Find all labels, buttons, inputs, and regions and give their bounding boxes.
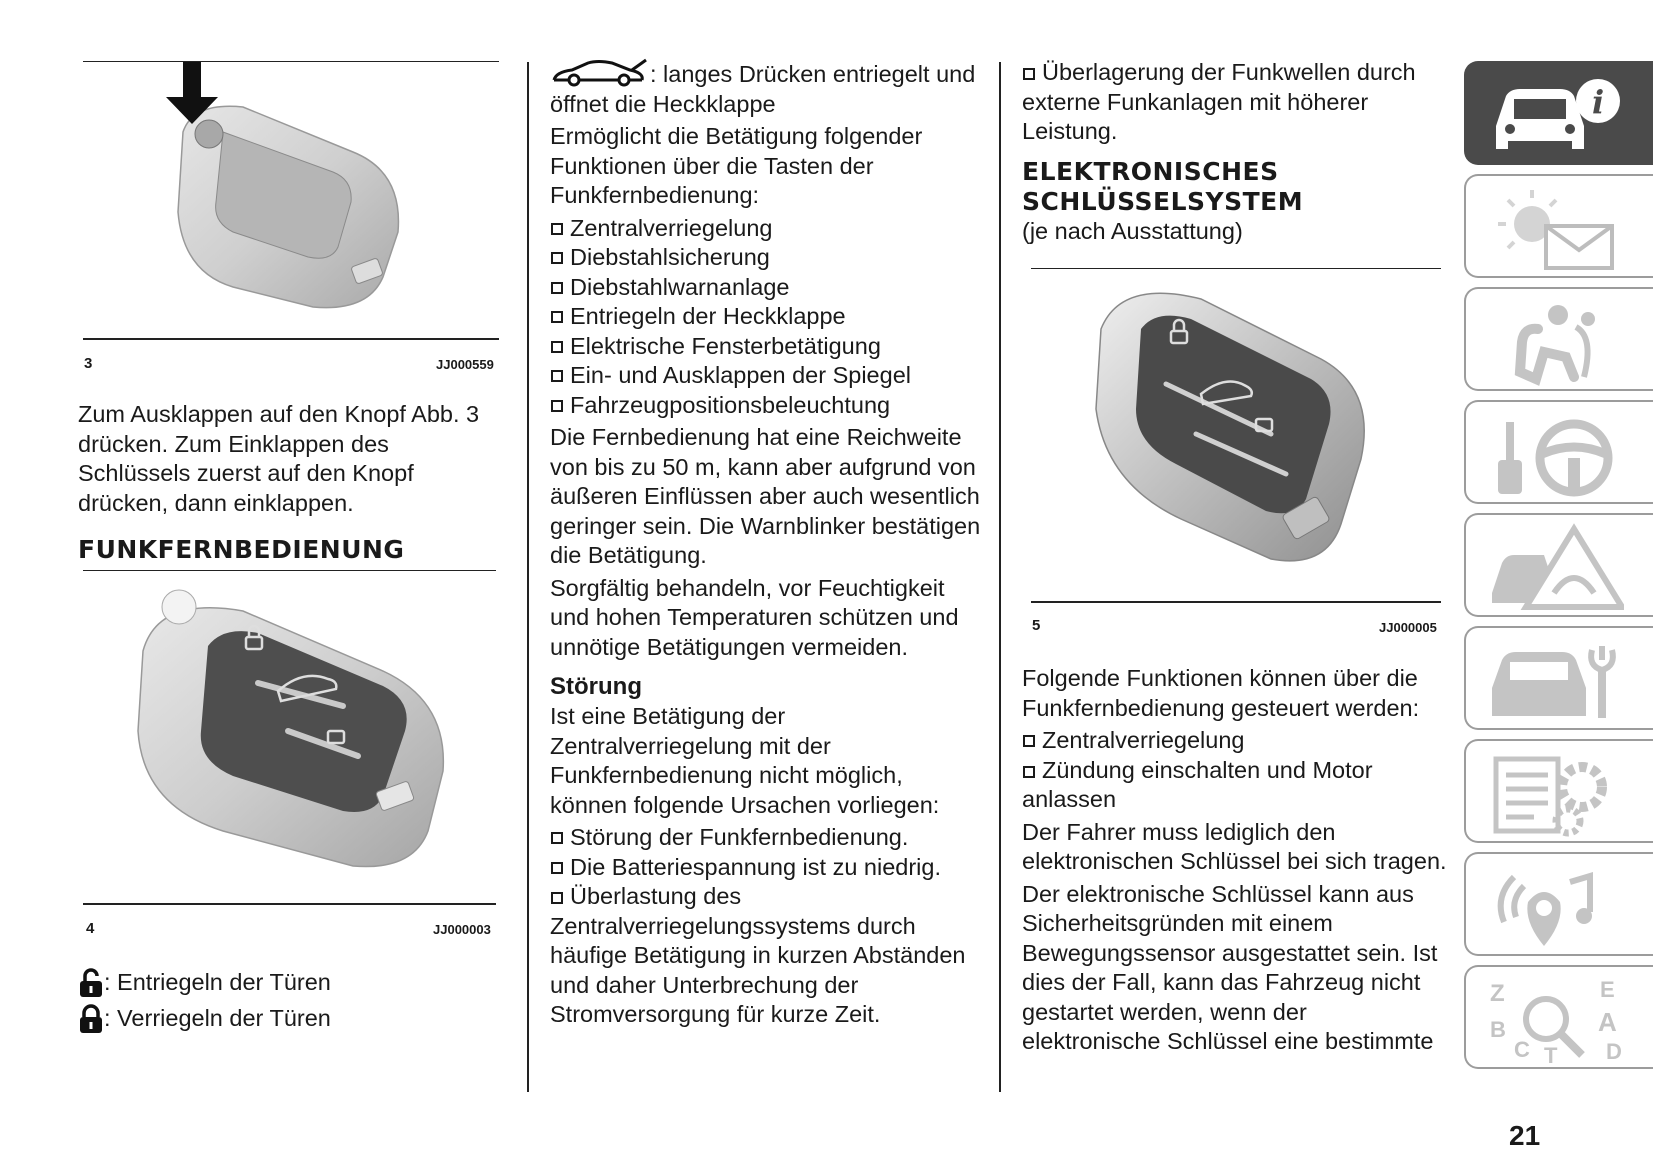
equipment-note: (je nach Ausstattung) (1022, 217, 1243, 244)
figure-4-number: 4 (86, 920, 95, 937)
sensor-text: Der elektronische Schlüssel kann aus Sicherheitsgründen mit einem Bewegungssensor ausgestattet sein. Ist dies der Fall, kann das Fahrzeug nicht gestartet werden, wenn der elektronische Schlüssel eine bestimmte (1022, 880, 1438, 1054)
figure-4-bottom-rule (83, 903, 496, 905)
car-wrench-icon (1484, 636, 1624, 726)
list-item: Ein- und Ausklappen der Spiegel (550, 361, 982, 391)
index-letter-c: C (1514, 1037, 1530, 1062)
tab-emergency[interactable] (1464, 513, 1653, 617)
figure-3 (83, 62, 499, 337)
section-heading-funkfernbedienung: FUNKFERNBEDIENUNG (78, 535, 405, 564)
figure-3-bottom-rule (83, 338, 499, 340)
remote-key-image (83, 571, 496, 902)
car-info-icon (1484, 71, 1624, 161)
list-item: Überlastung des Zentralverriegelungssystems durch häufige Betätigung in kurzen Abständen und daher Unterbrechung der Stromversorgung für kurze Zeit. (550, 883, 966, 1027)
index-letter-t: T (1544, 1043, 1558, 1065)
hazard-icon (1484, 523, 1624, 613)
fold-instructions: Zum Ausklappen auf den Knopf Abb. 3 drücken. Zum Einklappen des Schlüssels zuerst auf den Knopf drücken, dann einklappen. (78, 401, 480, 516)
tab-warning-lights[interactable] (1464, 174, 1653, 278)
airbag-seatbelt-icon (1484, 297, 1624, 387)
list-item: Störung der Funkfernbedienung. (550, 823, 982, 853)
alphabet-index-icon (1484, 975, 1624, 1065)
fault-intro: Ist eine Betätigung der Zentralverriegelung mit der Funkfernbedienung nicht möglich, können folgende Ursachen vorliegen: (550, 703, 940, 818)
folding-key-image (83, 62, 499, 337)
functions-intro: Folgende Funktionen können über die Funkfernbedienung gesteuert werden: (1022, 665, 1420, 721)
svg-text:i: i (1592, 83, 1605, 121)
column-divider-2 (999, 62, 1001, 1092)
list-item: Diebstahlwarnanlage (550, 273, 982, 303)
unlock-description: : Entriegeln der Türen (104, 969, 331, 996)
key-steering-wheel-icon (1484, 410, 1624, 500)
figure-4-code: JJ000003 (433, 922, 491, 937)
electronic-key-image (1031, 269, 1441, 600)
column-1-text (78, 400, 488, 518)
trunk-car-icon (550, 58, 650, 88)
list-item: Fahrzeugpositionsbeleuchtung (550, 391, 982, 421)
functions-intro: Ermöglicht die Betätigung folgender Funktionen über die Tasten der Funkfernbedienung: (550, 123, 923, 208)
tab-maintenance[interactable] (1464, 626, 1653, 730)
index-letter-b: B (1490, 1017, 1506, 1042)
index-letter-z: Z (1490, 980, 1505, 1007)
tab-safety[interactable] (1464, 287, 1653, 391)
list-item: Elektrische Fensterbetätigung (550, 332, 982, 362)
figure-3-number: 3 (84, 355, 93, 372)
unlock-icon (78, 968, 104, 998)
range-text: Die Fernbedienung hat eine Reichweite von bis zu 50 m, kann aber aufgrund von äußeren Einflüssen aber auch wesentlich geringer sein. Die Warnblinker bestätigen die Betätigung. (550, 424, 981, 568)
driver-text: Der Fahrer muss lediglich den elektronischen Schlüssel bei sich tragen. (1022, 818, 1447, 874)
index-letter-d: D (1606, 1039, 1622, 1064)
functions-list (550, 214, 982, 421)
index-letter-e: E (1600, 977, 1615, 1002)
tab-car-info[interactable] (1464, 61, 1653, 165)
trunk-instruction: : langes Drücken entriegelt und öffnet die Heckklappe (550, 58, 982, 119)
list-gears-icon (1484, 749, 1624, 839)
lock-description: : Verriegeln der Türen (104, 1005, 331, 1032)
list-item: Die Batteriespannung ist zu niedrig. (550, 853, 982, 883)
care-text: Sorgfältig behandeln, vor Feuchtigkeit und hohen Temperaturen schützen und unnötige Betätigungen vermeiden. (550, 574, 959, 660)
list-item: Entriegeln der Heckklappe (550, 302, 982, 332)
figure-5 (1031, 269, 1441, 600)
list-item: Überlagerung der Funkwellen durch externe Funkanlagen mit höherer Leistung. (1022, 59, 1416, 144)
list-item: Zündung einschalten und Motor anlassen (1022, 756, 1373, 812)
column-3-bottom (1022, 664, 1447, 1057)
subheading-stoerung: Störung (550, 673, 642, 700)
column-divider-1 (527, 62, 529, 1092)
figure-5-number: 5 (1032, 617, 1041, 634)
list-item: Zentralverriegelung (550, 214, 982, 244)
lock-icon (78, 1004, 104, 1034)
tab-starting-driving[interactable] (1464, 400, 1653, 504)
figure-4 (83, 571, 496, 902)
page-number: 21 (1509, 1120, 1541, 1151)
warning-light-message-icon (1484, 184, 1624, 274)
column-2 (550, 58, 982, 1030)
tab-multimedia[interactable] (1464, 852, 1653, 956)
tab-index[interactable] (1464, 965, 1653, 1069)
causes-list (550, 823, 982, 1030)
figure-5-code: JJ000005 (1379, 620, 1437, 635)
tab-technical-data[interactable] (1464, 739, 1653, 843)
multimedia-icon (1484, 862, 1624, 952)
list-item: Diebstahlsicherung (550, 243, 982, 273)
list-item: Zentralverriegelung (1022, 726, 1447, 756)
column-3-top (1022, 58, 1442, 246)
index-letter-a: A (1598, 1007, 1617, 1037)
figure-5-bottom-rule (1031, 601, 1441, 603)
figure-3-code: JJ000559 (436, 357, 494, 372)
section-heading-line2: SCHLÜSSELSYSTEM (1022, 186, 1304, 216)
section-heading-line1: ELEKTRONISCHES (1022, 156, 1279, 186)
